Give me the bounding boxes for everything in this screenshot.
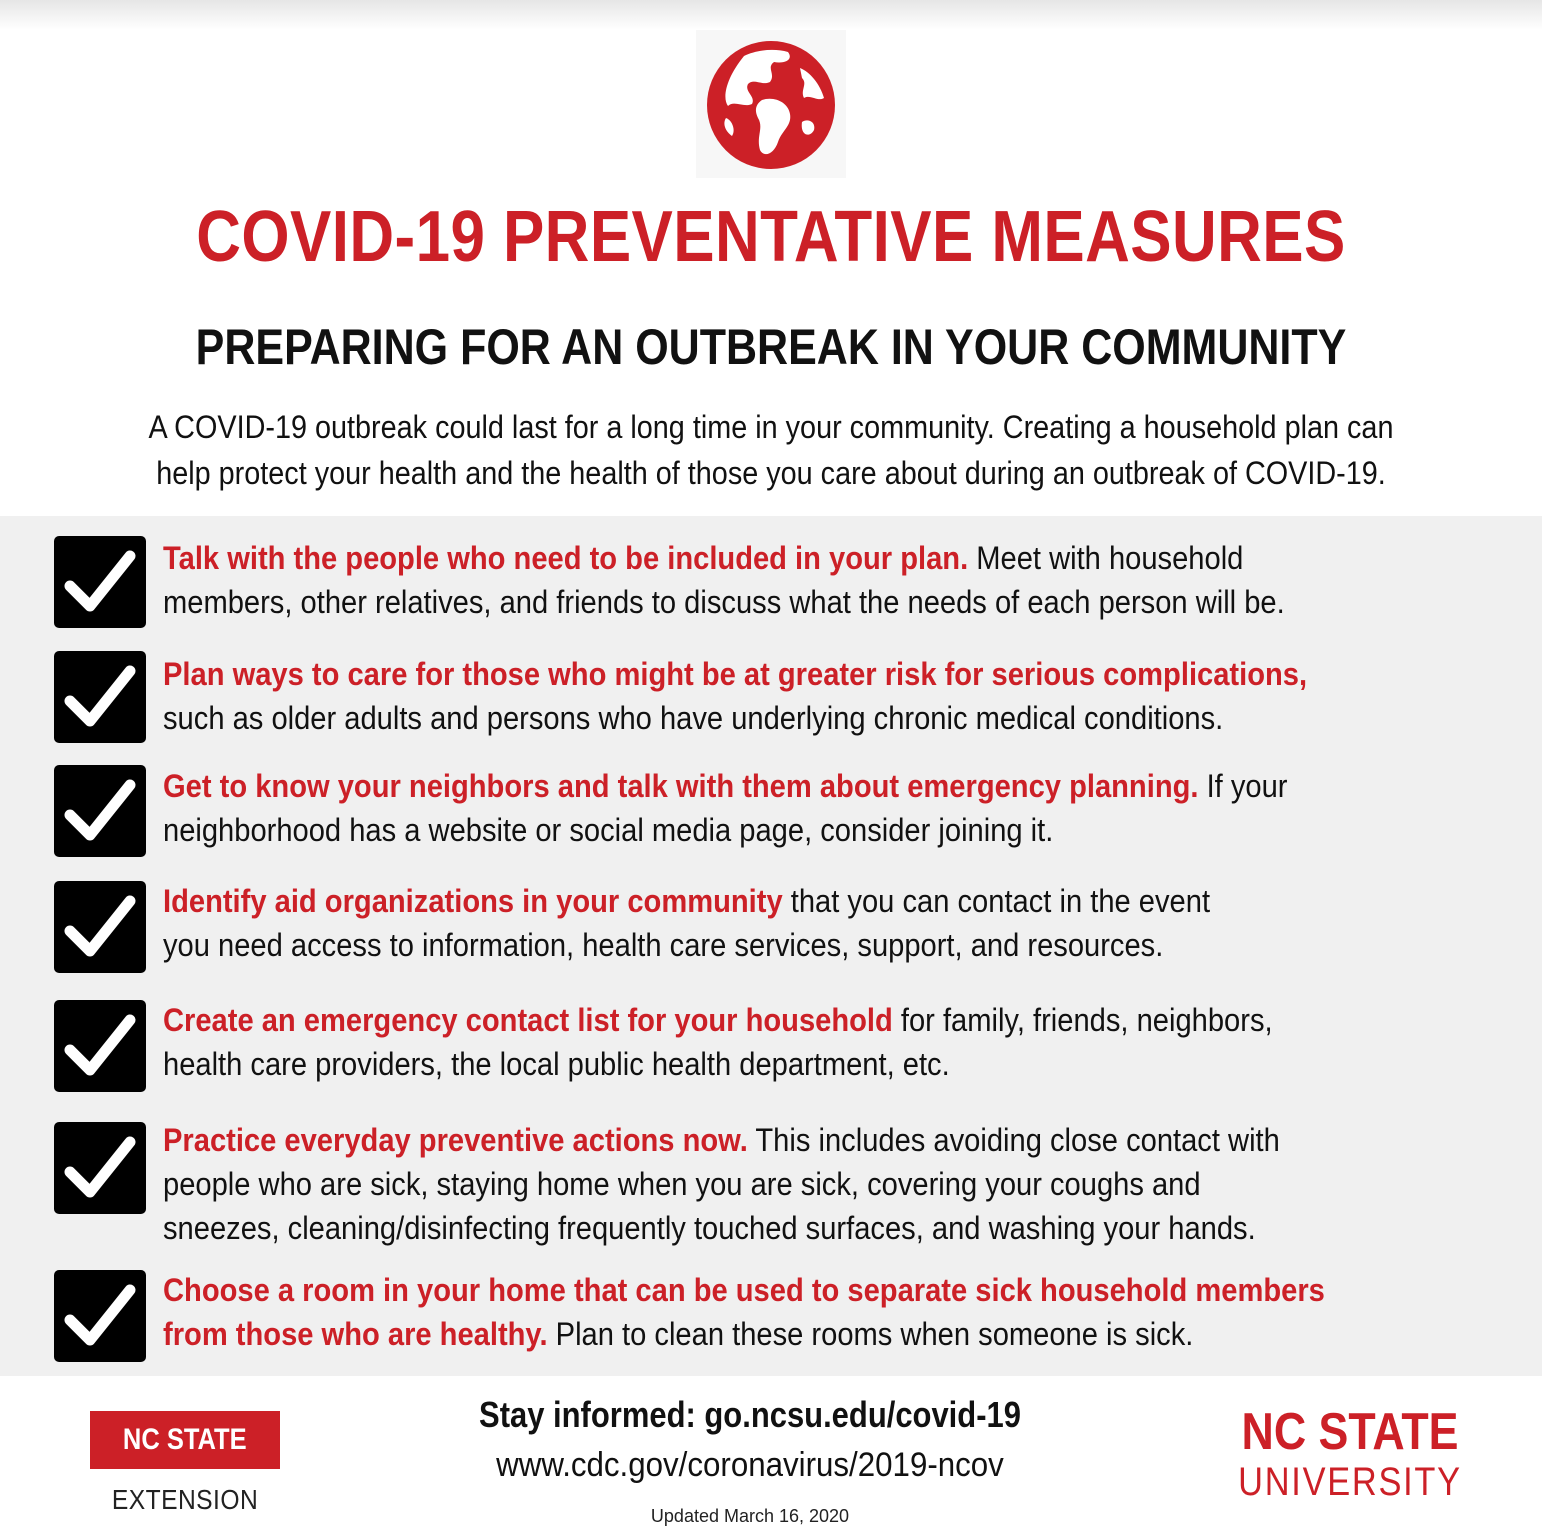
item-body: members, other relatives, and friends to discuss what the needs of each person will be. xyxy=(163,584,1285,620)
item-body: sneezes, cleaning/disinfecting frequently touched surfaces, and washing your hands. xyxy=(163,1210,1256,1246)
stay-informed-link[interactable]: Stay informed: go.ncsu.edu/covid-19 xyxy=(479,1394,1021,1435)
checklist-item-text xyxy=(163,536,1428,624)
item-body: that you can contact in the event xyxy=(782,883,1211,919)
extension-logo xyxy=(90,1411,280,1469)
checkmark-icon xyxy=(54,765,146,857)
item-body: Plan to clean these rooms when someone is sick. xyxy=(547,1316,1194,1352)
item-body: neighborhood has a website or social media page, consider joining it. xyxy=(163,812,1054,848)
checklist-item-text xyxy=(163,764,1428,852)
checklist-item-text xyxy=(163,879,1428,967)
checkmark-icon xyxy=(54,536,146,628)
university-logo-bottom: UNIVERSITY xyxy=(1238,1460,1462,1504)
item-lead: Identify aid organizations in your community xyxy=(163,883,783,919)
item-body: Meet with household xyxy=(968,540,1244,576)
extension-badge-text: NC STATE xyxy=(123,1423,247,1456)
university-logo-top: NC STATE xyxy=(1241,1403,1459,1461)
item-body: If your xyxy=(1198,768,1288,804)
checkbox-checked xyxy=(54,1122,146,1214)
item-lead: Choose a room in your home that can be used to separate sick household members xyxy=(163,1272,1325,1308)
item-body: such as older adults and persons who have underlying chronic medical conditions. xyxy=(163,700,1224,736)
checkbox-checked xyxy=(54,765,146,857)
top-shade xyxy=(0,0,1542,30)
item-lead: Talk with the people who need to be included in your plan. xyxy=(163,540,969,576)
checklist-item-text xyxy=(163,1268,1428,1356)
checkmark-icon xyxy=(54,1000,146,1092)
item-lead: from those who are healthy. xyxy=(163,1316,548,1352)
checkbox-checked xyxy=(54,881,146,973)
extension-label: EXTENSION xyxy=(111,1484,259,1515)
globe-logo xyxy=(696,30,846,178)
checklist-item-text xyxy=(163,1118,1428,1250)
page-title: COVID-19 PREVENTATIVE MEASURES xyxy=(196,197,1346,277)
intro-line: help protect your health and the health of those you care about during an outbreak of COVID-19. xyxy=(156,455,1386,491)
checkmark-icon xyxy=(54,1270,146,1362)
cdc-link[interactable]: www.cdc.gov/coronavirus/2019-ncov xyxy=(496,1446,1004,1484)
checkmark-icon xyxy=(54,881,146,973)
checkbox-checked xyxy=(54,1270,146,1362)
checklist-item-text xyxy=(163,998,1428,1086)
item-lead: Create an emergency contact list for your household xyxy=(163,1002,893,1038)
checkbox-checked xyxy=(54,536,146,628)
item-body: for family, friends, neighbors, xyxy=(892,1002,1273,1038)
item-body: This includes avoiding close contact with xyxy=(747,1122,1280,1158)
item-lead: Practice everyday preventive actions now. xyxy=(163,1122,748,1158)
checkbox-checked xyxy=(54,651,146,743)
item-body: people who are sick, staying home when you are sick, covering your coughs and xyxy=(163,1166,1201,1202)
checklist-item-text xyxy=(163,652,1428,740)
intro-line: A COVID-19 outbreak could last for a long time in your community. Creating a household plan can xyxy=(148,409,1394,445)
page-subtitle: PREPARING FOR AN OUTBREAK IN YOUR COMMUNITY xyxy=(195,319,1347,375)
item-body: health care providers, the local public health department, etc. xyxy=(163,1046,950,1082)
intro-paragraph xyxy=(113,404,1429,496)
footer xyxy=(0,1376,1542,1538)
checkbox-checked xyxy=(54,1000,146,1092)
updated-date: Updated March 16, 2020 xyxy=(650,1506,850,1526)
item-lead: Plan ways to care for those who might be at greater risk for serious complications, xyxy=(163,656,1308,692)
globe-icon xyxy=(704,38,838,172)
checkmark-icon xyxy=(54,651,146,743)
item-body: you need access to information, health care services, support, and resources. xyxy=(163,927,1164,963)
item-lead: Get to know your neighbors and talk with them about emergency planning. xyxy=(163,768,1199,804)
checkmark-icon xyxy=(54,1122,146,1214)
